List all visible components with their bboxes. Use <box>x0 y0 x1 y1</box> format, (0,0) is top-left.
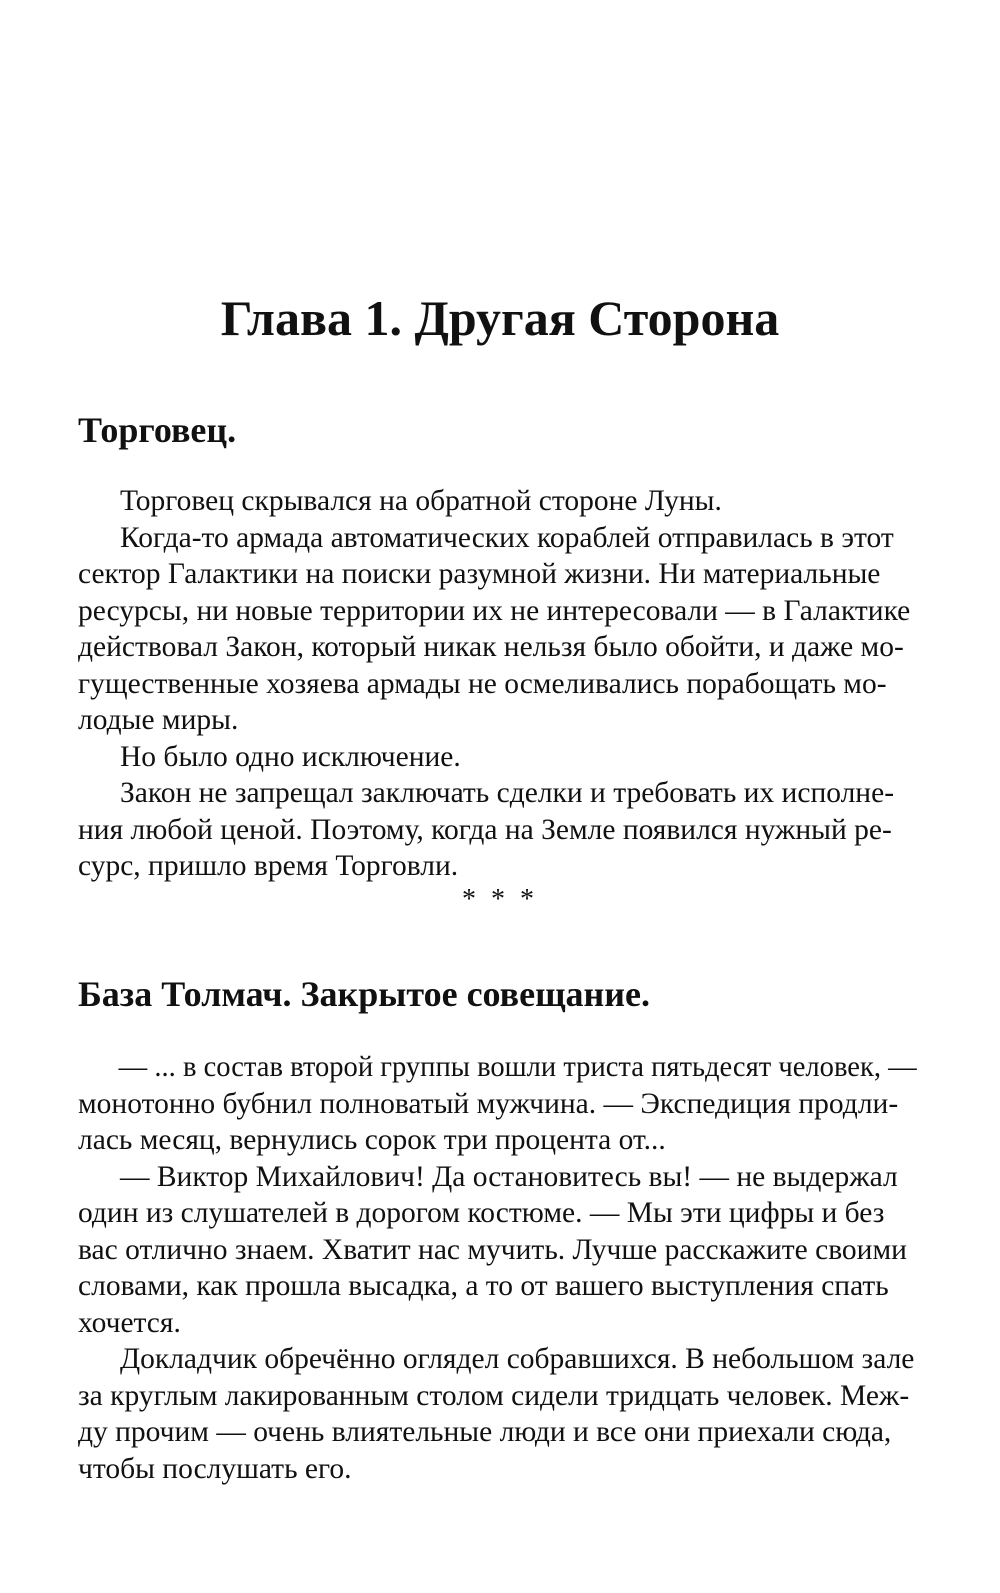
text-line: один из слушателей в дорогом костюме. — Мы эти цифры и без <box>78 1197 885 1229</box>
text-line: действовал Закон, который никак нельзя было обойти, и даже мо- <box>78 631 904 663</box>
section-heading-base-meeting: База Толмач. Закрытое совещание. <box>78 974 650 1014</box>
text-line: Торговец скрывался на обратной стороне Луны. <box>120 485 722 517</box>
text-line: — ... в состав второй группы вошли триста пятьдесят человек, — <box>118 1051 917 1083</box>
text-line: хочется. <box>78 1306 181 1339</box>
text-line: за круглым лакированным столом сидели тридцать человек. Меж- <box>78 1379 910 1412</box>
text-line: словами, как прошла высадка, а то от вашего выступления спать <box>78 1270 889 1302</box>
text-line: монотонно бубнил полноватый мужчина. — Экспедиция продли- <box>78 1087 899 1120</box>
section-heading-trader: Торговец. <box>78 410 237 450</box>
text-line: — Виктор Михайлович! Да остановитесь вы! — не выдержал <box>120 1160 898 1193</box>
text-line: ресурсы, ни новые территории их не интересовали — в Галактике <box>78 594 911 627</box>
text-line: Закон не запрещал заключать сделки и требовать их исполне- <box>120 777 895 809</box>
section-body-base-meeting <box>78 1049 918 1487</box>
text-line: сурс, пришло время Торговли. <box>78 850 459 882</box>
text-line: сектор Галактики на поиски разумной жизни. Ни материальные <box>78 558 881 590</box>
text-line: Когда-то армада автоматических кораблей отправилась в этот <box>120 521 894 554</box>
text-line: лодые миры. <box>78 704 239 736</box>
text-line: гущественные хозяева армады не осмеливались порабощать мо- <box>78 667 887 700</box>
text-line: Но было одно исключение. <box>120 740 461 773</box>
text-line: Докладчик обречённо оглядел собравшихся. В небольшом зале <box>120 1343 915 1375</box>
text-line: чтобы послушать его. <box>78 1452 352 1485</box>
section-separator: * * * <box>462 884 538 915</box>
section-body-trader <box>78 483 918 885</box>
chapter-title: Глава 1. Другая Сторона <box>220 290 780 346</box>
text-line: ния любой ценой. Поэтому, когда на Земле появился нужный ре- <box>78 813 892 846</box>
text-line: вас отлично знаем. Хватит нас мучить. Лучше расскажите своими <box>78 1233 907 1266</box>
text-line: ду прочим — очень влиятельные люди и все они приехали сюда, <box>78 1416 892 1448</box>
text-line: лась месяц, вернулись сорок три процента от... <box>78 1124 666 1156</box>
